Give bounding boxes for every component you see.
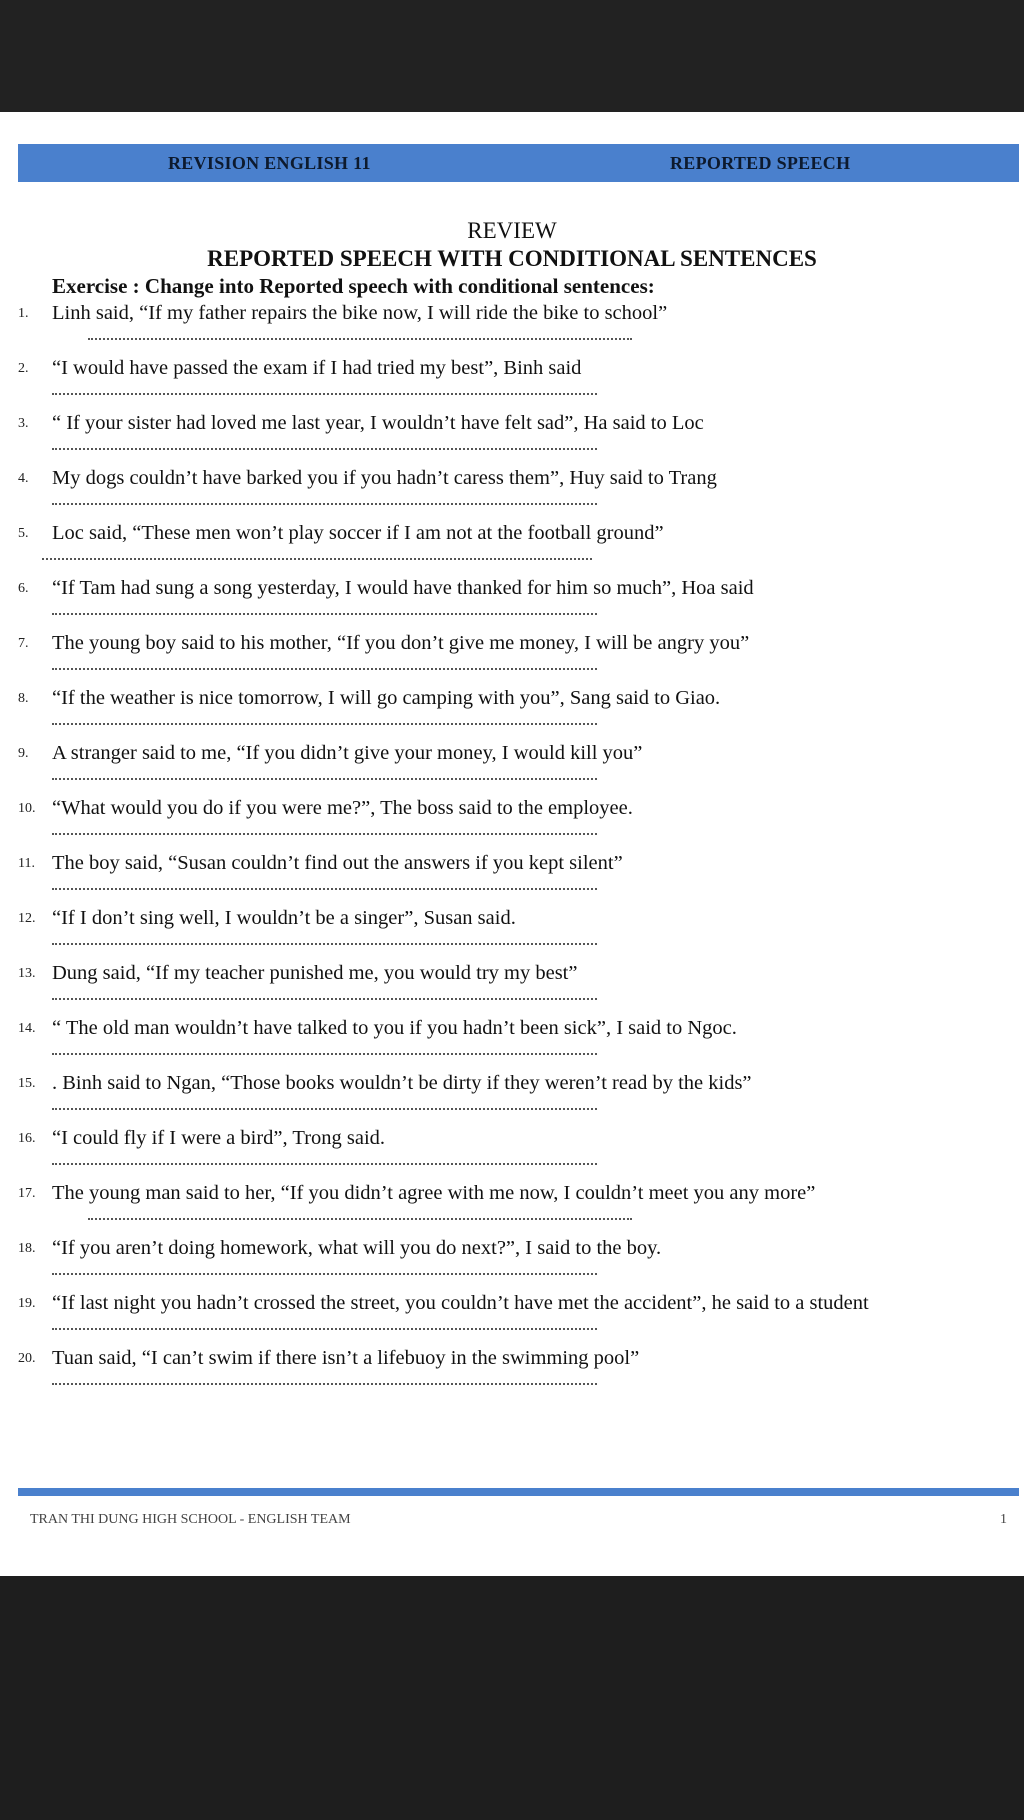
exercise-item <box>0 357 1024 412</box>
item-sentence: “I would have passed the exam if I had tried my best”, Binh said <box>52 357 582 379</box>
answer-blank <box>52 882 597 890</box>
item-number: 10. <box>18 801 36 816</box>
item-number: 16. <box>18 1131 36 1146</box>
exercise-item <box>0 1347 1024 1402</box>
exercise-item <box>0 687 1024 742</box>
answer-blank <box>52 1267 597 1275</box>
item-sentence: The young man said to her, “If you didn’t agree with me now, I couldn’t meet you any more” <box>52 1182 816 1204</box>
exercise-item <box>0 467 1024 522</box>
item-number: 2. <box>18 361 29 376</box>
exercise-item <box>0 1127 1024 1182</box>
exercise-item <box>0 742 1024 797</box>
item-number: 3. <box>18 416 29 431</box>
item-sentence: “ The old man wouldn’t have talked to you if you hadn’t been sick”, I said to Ngoc. <box>52 1017 737 1039</box>
answer-blank <box>52 497 597 505</box>
exercise-item <box>0 1292 1024 1347</box>
footer-school-name: TRAN THI DUNG HIGH SCHOOL - ENGLISH TEAM <box>30 1512 351 1527</box>
footer-rule <box>18 1488 1019 1496</box>
item-sentence: Tuan said, “I can’t swim if there isn’t a lifebuoy in the swimming pool” <box>52 1347 640 1369</box>
item-number: 13. <box>18 966 36 981</box>
exercise-item <box>0 1237 1024 1292</box>
item-number: 18. <box>18 1241 36 1256</box>
answer-blank <box>52 662 597 670</box>
viewer-top-bar <box>0 0 1024 112</box>
item-sentence: The boy said, “Susan couldn’t find out the answers if you kept silent” <box>52 852 623 874</box>
exercise-item <box>0 962 1024 1017</box>
item-number: 14. <box>18 1021 36 1036</box>
exercise-list <box>0 112 1024 1576</box>
answer-blank <box>52 772 597 780</box>
document-page <box>0 112 1024 1576</box>
answer-blank <box>42 552 592 560</box>
answer-blank <box>88 1212 632 1220</box>
item-sentence: “If the weather is nice tomorrow, I will go camping with you”, Sang said to Giao. <box>52 687 721 709</box>
exercise-item <box>0 302 1024 357</box>
item-number: 15. <box>18 1076 36 1091</box>
page-title: REVIEW <box>467 218 557 243</box>
item-number: 12. <box>18 911 36 926</box>
answer-blank <box>52 387 597 395</box>
item-sentence: My dogs couldn’t have barked you if you hadn’t caress them”, Huy said to Trang <box>52 467 717 489</box>
item-sentence: Loc said, “These men won’t play soccer if I am not at the football ground” <box>52 522 664 544</box>
item-sentence: “ If your sister had loved me last year, I wouldn’t have felt sad”, Ha said to Loc <box>52 412 704 434</box>
answer-blank <box>52 717 597 725</box>
item-sentence: Linh said, “If my father repairs the bike now, I will ride the bike to school” <box>52 302 668 324</box>
item-number: 8. <box>18 691 29 706</box>
answer-blank <box>52 937 597 945</box>
viewer-bottom-bar <box>0 1576 1024 1820</box>
exercise-item <box>0 907 1024 962</box>
header-left-title: REVISION ENGLISH 11 <box>168 153 371 173</box>
item-sentence: The young boy said to his mother, “If you don’t give me money, I will be angry you” <box>52 632 750 654</box>
item-sentence: “What would you do if you were me?”, The boss said to the employee. <box>52 797 633 819</box>
item-number: 5. <box>18 526 29 541</box>
exercise-instruction: Exercise : Change into Reported speech with conditional sentences: <box>52 274 655 298</box>
answer-blank <box>88 332 632 340</box>
item-number: 9. <box>18 746 29 761</box>
answer-blank <box>52 1322 597 1330</box>
answer-blank <box>52 1047 597 1055</box>
exercise-item <box>0 852 1024 907</box>
exercise-item <box>0 1182 1024 1237</box>
exercise-item <box>0 577 1024 632</box>
item-sentence: . Binh said to Ngan, “Those books wouldn’t be dirty if they weren’t read by the kids” <box>52 1072 752 1094</box>
item-number: 20. <box>18 1351 36 1366</box>
exercise-item <box>0 522 1024 577</box>
answer-blank <box>52 442 597 450</box>
header-right-title: REPORTED SPEECH <box>670 153 851 173</box>
item-sentence: Dung said, “If my teacher punished me, you would try my best” <box>52 962 578 984</box>
item-sentence: “If you aren’t doing homework, what will you do next?”, I said to the boy. <box>52 1237 662 1259</box>
item-number: 11. <box>18 856 35 871</box>
item-number: 7. <box>18 636 29 651</box>
exercise-item <box>0 1072 1024 1127</box>
page-subtitle: REPORTED SPEECH WITH CONDITIONAL SENTENCES <box>207 246 817 271</box>
item-sentence: “If I don’t sing well, I wouldn’t be a singer”, Susan said. <box>52 907 516 929</box>
footer-page-number: 1 <box>1000 1512 1007 1527</box>
answer-blank <box>52 1377 597 1385</box>
item-sentence: “I could fly if I were a bird”, Trong said. <box>52 1127 386 1149</box>
answer-blank <box>52 1102 597 1110</box>
item-number: 6. <box>18 581 29 596</box>
item-sentence: “If Tam had sung a song yesterday, I would have thanked for him so much”, Hoa said <box>52 577 754 599</box>
exercise-item <box>0 797 1024 852</box>
item-number: 4. <box>18 471 29 486</box>
answer-blank <box>52 992 597 1000</box>
exercise-item <box>0 412 1024 467</box>
exercise-item <box>0 632 1024 687</box>
answer-blank <box>52 1157 597 1165</box>
item-number: 1. <box>18 306 29 321</box>
answer-blank <box>52 607 597 615</box>
item-sentence: “If last night you hadn’t crossed the street, you couldn’t have met the accident”, he said to a student <box>52 1292 869 1314</box>
answer-blank <box>52 827 597 835</box>
item-number: 17. <box>18 1186 36 1201</box>
exercise-item <box>0 1017 1024 1072</box>
item-sentence: A stranger said to me, “If you didn’t give your money, I would kill you” <box>52 742 643 764</box>
item-number: 19. <box>18 1296 36 1311</box>
